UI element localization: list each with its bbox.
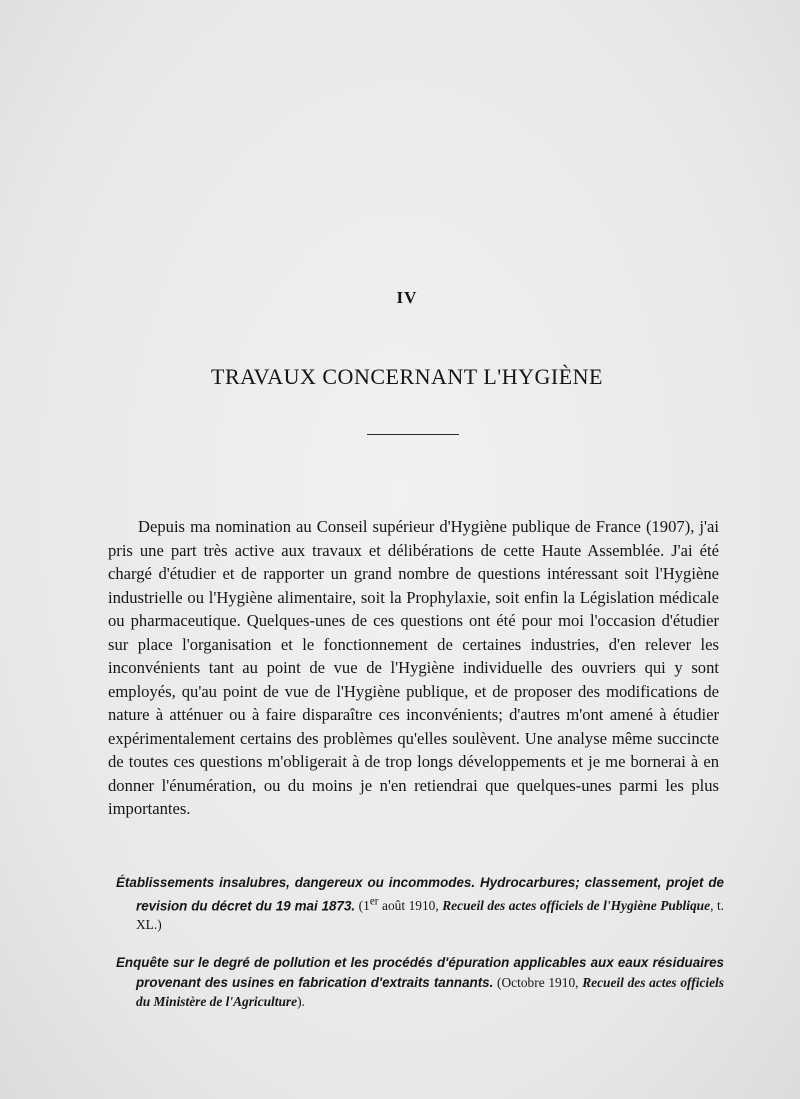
entry-source: Recueil des actes officiels du Ministère de l'Agriculture bbox=[136, 974, 724, 1009]
bibliography-entry bbox=[116, 873, 724, 935]
chapter-number: IV bbox=[396, 288, 418, 307]
body-paragraph: Depuis ma nomination au Conseil supérieur d'Hygiène publique de France (1907), j'ai pris une part très active aux travaux et délibérations de cette Haute Assemblée. J'ai été chargé d'étudier et de rapporter un grand nombre de questions intéressant soit l'Hygiène industrielle ou l'Hygiène alimentaire, soit la Prophylaxie, soit enfin la Législation médicale ou pharmaceutique. Quelques-unes de ces questions ont été pour moi l'occasion d'étudier sur place l'organisation et le fonctionnement de certaines industries, d'en relever les inconvénients tant au point de vue de l'Hygiène individuelle des ouvriers qui y sont employés, qu'au point de vue de l'Hygiène publique, et de proposer des modifications de nature à atténuer ou à faire disparaître ces inconvénients; d'autres m'ont amené à étudier expérimentalement certains des problèmes qu'elles soulèvent. Une analyse même succincte de toutes ces questions m'obligerait à de trop longs développements et je me bornerai à en donner l'énumération, ou du moins je n'en retiendrai que quelques-unes parmi les plus importantes. bbox=[108, 517, 719, 818]
title-divider bbox=[367, 434, 459, 435]
bibliography-entry bbox=[116, 953, 724, 1012]
entry-title: Établissements insalubres, dangereux ou incommodes. Hydrocarbures; classement, projet de revision du décret du 19 mai 1873. bbox=[116, 875, 724, 913]
entry-reference: (Octobre 1910, Recueil des actes officiels du Ministère de l'Agriculture). bbox=[136, 974, 724, 1009]
entry-source: Recueil des actes officiels de l'Hygiène Publique bbox=[442, 897, 711, 913]
entry-reference: (1er août 1910, Recueil des actes officiels de l'Hygiène Publique, t. XL.) bbox=[136, 895, 725, 933]
chapter-title: TRAVAUX CONCERNANT L'HYGIÈNE bbox=[211, 364, 603, 389]
entry-title: Enquête sur le degré de pollution et les procédés d'épuration applicables aux eaux résiduaires provenant des usines en fabrication d'extraits tannants. bbox=[116, 955, 724, 990]
